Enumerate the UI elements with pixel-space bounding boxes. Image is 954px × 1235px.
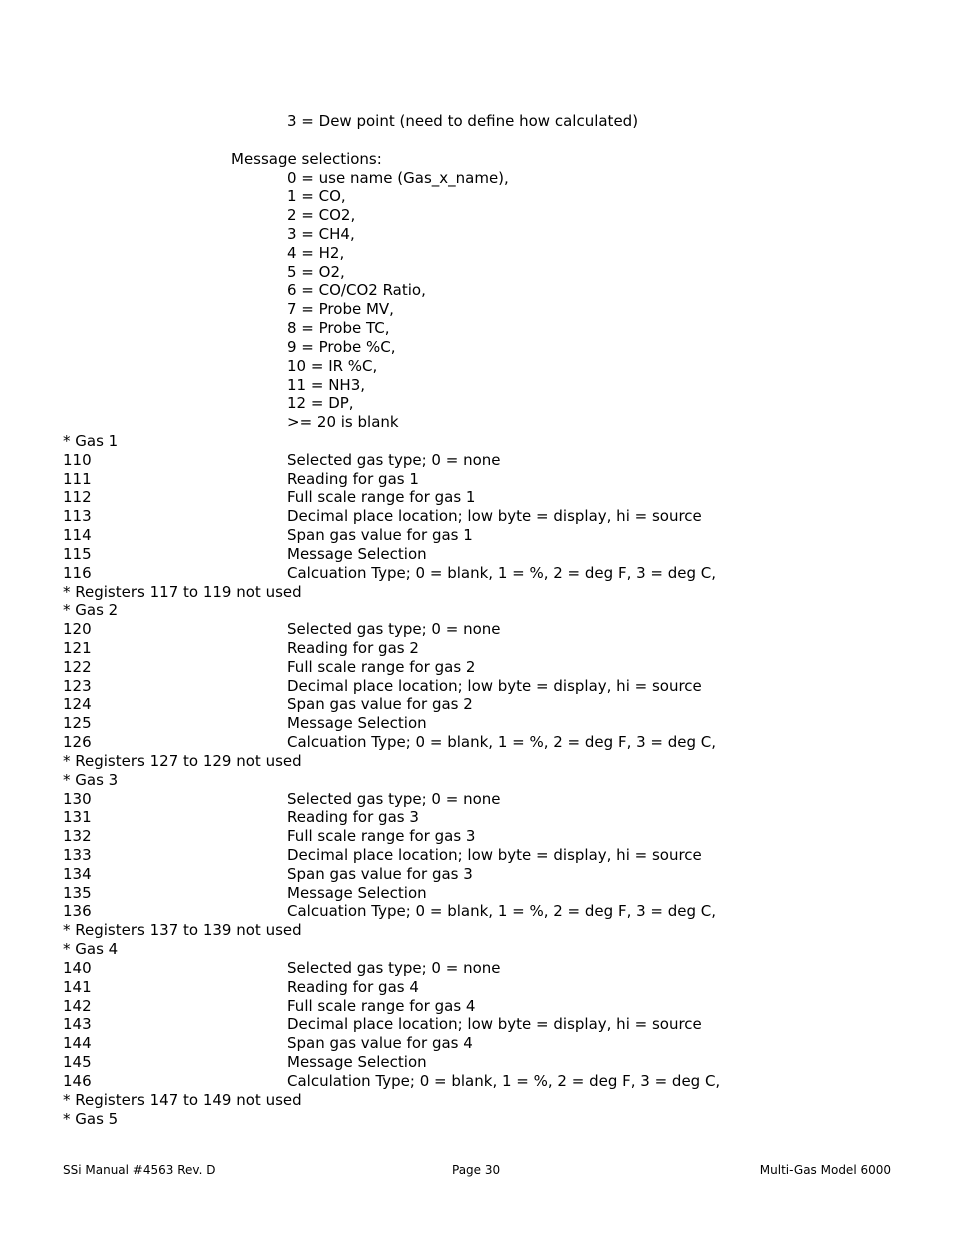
- register-number: 123: [63, 676, 92, 695]
- register-description: Reading for gas 2: [287, 639, 419, 657]
- register-description: Calculation Type; 0 = blank, 1 = %, 2 = deg F, 3 = deg C,: [287, 1071, 721, 1090]
- register-number: 113: [63, 507, 92, 526]
- register-number: 142: [63, 996, 92, 1015]
- message-option: 3 = CH4,: [287, 224, 355, 243]
- message-option: 5 = O2,: [287, 262, 345, 281]
- register-number: 124: [63, 695, 92, 714]
- register-number: 110: [63, 450, 92, 469]
- message-option: 2 = CO2,: [287, 206, 356, 225]
- register-description: Span gas value for gas 2: [287, 695, 473, 714]
- register-description: Selected gas type; 0 = none: [287, 450, 501, 469]
- register-description: Decimal place location; low byte = display, hi = source: [287, 507, 702, 526]
- unused-registers-note: * Registers 127 to 129 not used: [63, 751, 302, 770]
- unused-registers-note: * Registers 137 to 139 not used: [63, 921, 302, 940]
- gas-group-header: * Gas 5: [63, 1109, 119, 1128]
- register-description: Selected gas type; 0 = none: [287, 958, 501, 977]
- register-description: Selected gas type; 0 = none: [287, 789, 501, 808]
- message-selections-heading: Message selections:: [231, 149, 382, 168]
- register-number: 116: [63, 563, 92, 582]
- gas-group-header: * Gas 3: [63, 770, 119, 789]
- message-option: 1 = CO,: [287, 187, 346, 206]
- register-description: Decimal place location; low byte = display, hi = source: [287, 1015, 702, 1034]
- register-description: Full scale range for gas 2: [287, 657, 476, 676]
- gas-group-header: * Gas 4: [63, 940, 119, 959]
- register-number: 145: [63, 1053, 92, 1071]
- message-option: 8 = Probe TC,: [287, 319, 390, 337]
- register-description: Selected gas type; 0 = none: [287, 620, 501, 639]
- message-option: >= 20 is blank: [287, 413, 399, 432]
- register-description: Message Selection: [287, 714, 427, 733]
- unused-registers-note: * Registers 117 to 119 not used: [63, 582, 302, 601]
- footer-model: Multi-Gas Model 6000: [759, 1163, 891, 1177]
- register-description: Full scale range for gas 4: [287, 996, 476, 1015]
- gas-group-header: * Gas 1: [63, 431, 119, 450]
- message-option: 0 = use name (Gas_x_name),: [287, 168, 509, 187]
- register-number: 133: [63, 846, 92, 864]
- message-option: 4 = H2,: [287, 243, 345, 262]
- register-description: Message Selection: [287, 1053, 427, 1071]
- register-number: 131: [63, 808, 92, 827]
- register-description: Decimal place location; low byte = display, hi = source: [287, 846, 702, 864]
- register-number: 111: [63, 469, 92, 488]
- register-number: 135: [63, 883, 92, 902]
- message-option: 6 = CO/CO2 Ratio,: [287, 281, 426, 300]
- register-number: 140: [63, 958, 92, 977]
- register-description: Calcuation Type; 0 = blank, 1 = %, 2 = deg F, 3 = deg C,: [287, 902, 717, 921]
- message-option: 10 = IR %C,: [287, 356, 378, 375]
- gas-group-header: * Gas 2: [63, 601, 119, 620]
- register-description: Span gas value for gas 1: [287, 526, 473, 544]
- footer-manual-id: SSi Manual #4563 Rev. D: [63, 1163, 216, 1177]
- register-number: 122: [63, 657, 92, 676]
- register-description: Message Selection: [287, 544, 427, 563]
- register-number: 126: [63, 733, 92, 752]
- register-description: Reading for gas 4: [287, 977, 419, 996]
- register-number: 114: [63, 526, 92, 544]
- unused-registers-note: * Registers 147 to 149 not used: [63, 1090, 302, 1109]
- register-number: 121: [63, 639, 92, 657]
- register-number: 130: [63, 789, 92, 808]
- register-number: 134: [63, 864, 92, 883]
- register-description: Message Selection: [287, 883, 427, 902]
- register-description: Calcuation Type; 0 = blank, 1 = %, 2 = deg F, 3 = deg C,: [287, 733, 717, 752]
- message-option: 11 = NH3,: [287, 375, 366, 394]
- register-number: 115: [63, 544, 92, 563]
- register-number: 141: [63, 977, 92, 996]
- register-number: 112: [63, 488, 92, 507]
- register-number: 125: [63, 714, 92, 733]
- register-number: 132: [63, 827, 92, 846]
- register-number: 120: [63, 620, 92, 639]
- register-description: Calcuation Type; 0 = blank, 1 = %, 2 = deg F, 3 = deg C,: [287, 563, 717, 582]
- register-description: Span gas value for gas 4: [287, 1034, 473, 1053]
- intro-line: 3 = Dew point (need to define how calculated): [287, 112, 639, 130]
- register-description: Decimal place location; low byte = display, hi = source: [287, 676, 702, 695]
- register-description: Reading for gas 3: [287, 808, 419, 827]
- register-description: Full scale range for gas 1: [287, 488, 476, 507]
- message-option: 9 = Probe %C,: [287, 337, 396, 356]
- message-option: 7 = Probe MV,: [287, 300, 394, 319]
- message-option: 12 = DP,: [287, 394, 354, 413]
- register-number: 143: [63, 1015, 92, 1034]
- register-description: Full scale range for gas 3: [287, 827, 476, 846]
- footer-page-number: Page 30: [452, 1163, 501, 1177]
- register-number: 144: [63, 1034, 92, 1053]
- register-description: Reading for gas 1: [287, 469, 419, 488]
- register-description: Span gas value for gas 3: [287, 864, 473, 883]
- register-number: 146: [63, 1071, 92, 1090]
- register-number: 136: [63, 902, 92, 921]
